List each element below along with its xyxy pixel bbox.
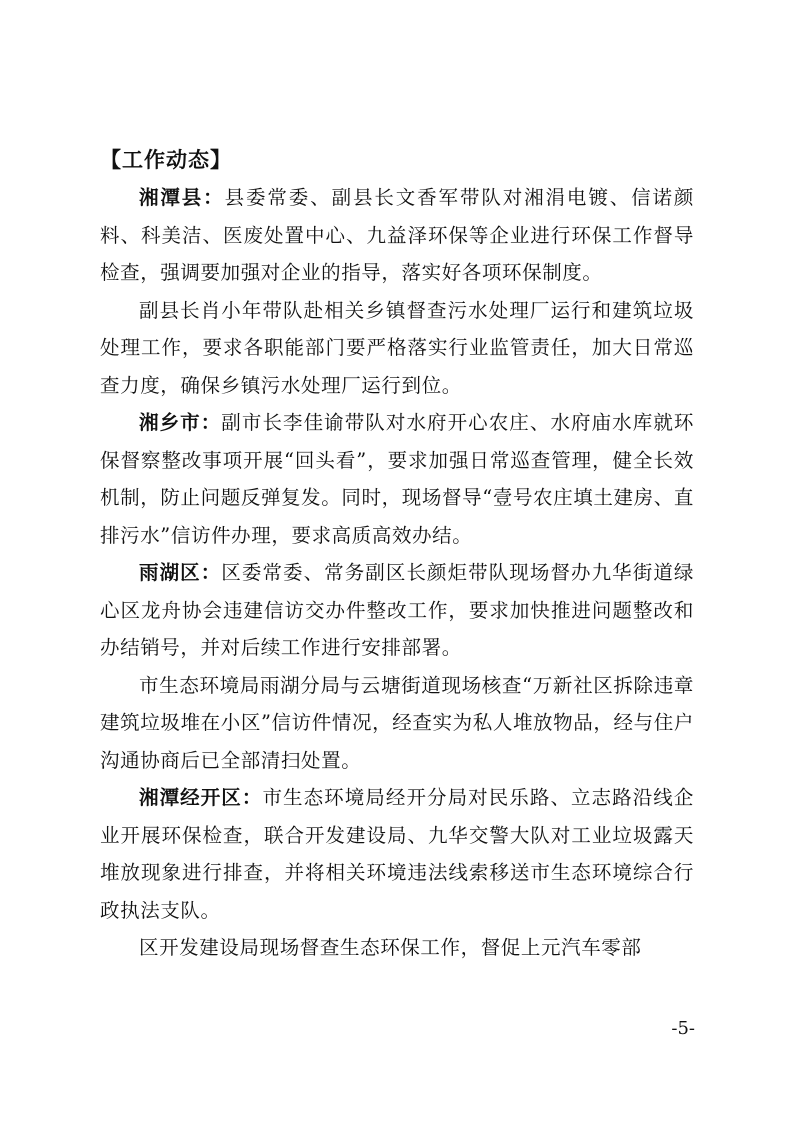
paragraph-xiangtan-county-2: [100, 292, 694, 405]
paragraph-text: 县委常委、副县长文香军带队对湘涓电镀、信诺颜料、科美洁、医废处置中心、九益泽环保等企业进行环保工作督导检查，强调要加强对企业的指导，落实好各项环保制度。: [100, 186, 695, 284]
document-body: [100, 142, 694, 967]
paragraph-economic-zone-2: [100, 929, 694, 967]
paragraph-yuhu-district-2: [100, 667, 694, 780]
page-number: -5-: [671, 1018, 695, 1039]
paragraph-text: 副市长李佳谕带队对水府开心农庄、水府庙水库就环保督察整改事项开展“回头看”，要求加强日常巡查管理，健全长效机制，防止问题反弹复发。同时，现场督导“壹号农庄填土建房、直排污水”信访件办理，要求高质高效办结。: [100, 411, 694, 547]
paragraph-yuhu-district: [100, 554, 694, 667]
paragraph-xiangxiang-city: [100, 404, 694, 554]
paragraph-xiangtan-county: [100, 179, 694, 292]
paragraph-lead: 湘乡市：: [139, 411, 222, 434]
paragraph-lead: 雨湖区：: [139, 561, 222, 584]
paragraph-text: 副县长肖小年带队赴相关乡镇督查污水处理厂运行和建筑垃圾处理工作，要求各职能部门要严格落实行业监管责任，加大日常巡查力度，确保乡镇污水处理厂运行到位。: [100, 298, 694, 397]
paragraph-text: 市生态环境局雨湖分局与云塘街道现场核查“万新社区拆除违章建筑垃圾堆在小区”信访件情况，经查实为私人堆放物品，经与住户沟通协商后已全部清扫处置。: [100, 673, 694, 772]
section-heading: 【工作动态】: [100, 148, 232, 172]
paragraph-text: 市生态环境局经开分局对民乐路、立志路沿线企业开展环保检查，联合开发建设局、九华交警大队对工业垃圾露天堆放现象进行排查，并将相关环境违法线索移送市生态环境综合行政执法支队。: [100, 786, 694, 922]
paragraph-economic-zone: [100, 779, 694, 929]
paragraph-text: 区开发建设局现场督查生态环保工作，督促上元汽车零部: [139, 936, 642, 959]
paragraph-lead: 湘潭县：: [139, 186, 225, 209]
paragraph-lead: 湘潭经开区：: [139, 786, 263, 809]
paragraph-text: 区委常委、常务副区长颜炬带队现场督办九华街道绿心区龙舟协会违建信访交办件整改工作，要求加快推进问题整改和办结销号，并对后续工作进行安排部署。: [100, 561, 694, 659]
